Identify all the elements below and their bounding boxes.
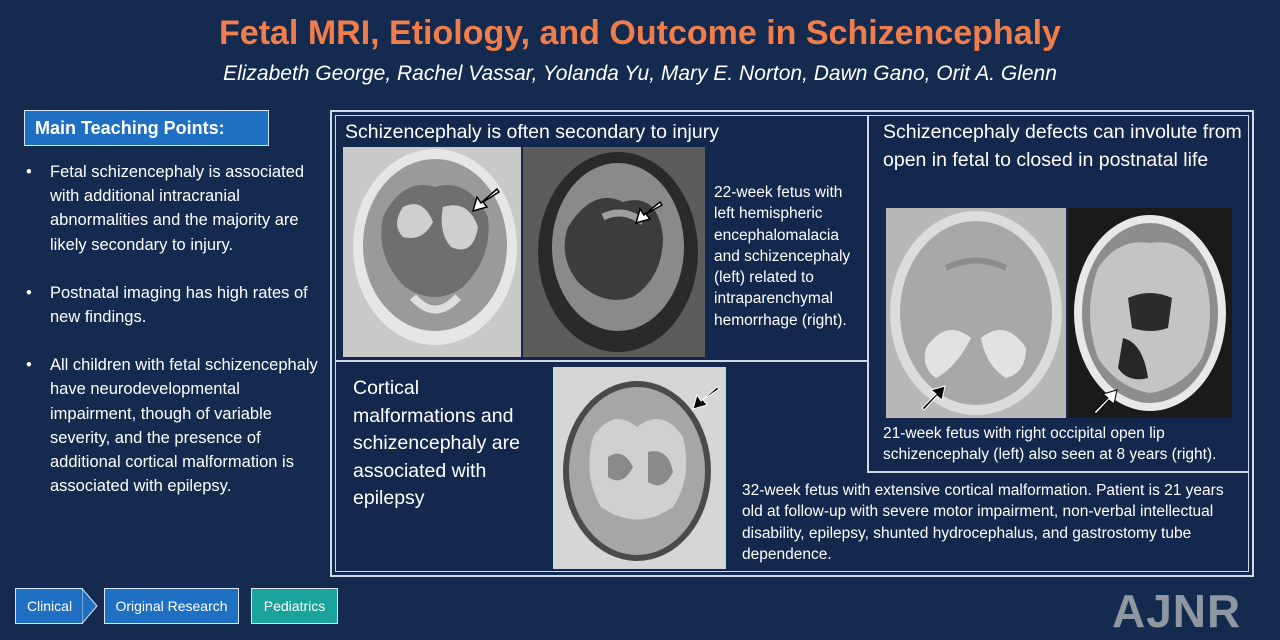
postnatal-mri-8-years-image bbox=[1068, 208, 1232, 418]
panel-epilepsy-title: Cortical malformations and schizencephaly are associated with epilepsy bbox=[353, 377, 520, 509]
panel-involute-caption: 21-week fetus with right occipital open lip schizencephaly (left) also seen at 8 years (right). bbox=[883, 425, 1217, 464]
panel-divider-horizontal bbox=[335, 360, 868, 362]
teaching-point bbox=[24, 281, 324, 329]
panel-epilepsy-caption: 32-week fetus with extensive cortical malformation. Patient is 21 years old at follow-up with severe motor impairment, non-verbal intellectual disability, epilepsy, shunted hydrocephalus, and gastrostomy tube dependence. bbox=[742, 482, 1224, 563]
panel-involute-title: Schizencephaly defects can involute from open in fetal to closed in postnatal life bbox=[883, 121, 1242, 171]
ajnr-logo: AJNR bbox=[1112, 585, 1242, 637]
teaching-points-heading: Main Teaching Points: bbox=[24, 110, 269, 146]
teaching-point bbox=[24, 160, 324, 257]
tag-clinical-arrow bbox=[82, 588, 98, 624]
fetal-mri-cortical-malformation-image bbox=[553, 367, 726, 569]
bullet-icon: • bbox=[26, 163, 32, 181]
bullet-icon: • bbox=[26, 283, 32, 302]
tag-pediatrics[interactable]: Pediatrics bbox=[251, 588, 338, 624]
teaching-point-text: Postnatal imaging has high rates of new findings. bbox=[50, 283, 308, 327]
bullet-icon: • bbox=[26, 356, 32, 375]
teaching-point bbox=[24, 353, 324, 498]
author-list: Elizabeth George, Rachel Vassar, Yolanda Yu, Mary E. Norton, Dawn Gano, Orit A. Glenn bbox=[223, 62, 1057, 85]
poster-title: Fetal MRI, Etiology, and Outcome in Schizencephaly bbox=[219, 14, 1061, 52]
teaching-points-list bbox=[24, 160, 324, 522]
panel-injury-title: Schizencephaly is often secondary to injury bbox=[345, 121, 719, 143]
fetal-mri-hemorrhage-image bbox=[523, 147, 705, 357]
teaching-point-text: All children with fetal schizencephaly have neurodevelopmental impairment, though of variable severity, and the presence of additional cortical malformation is associated with epilepsy. bbox=[50, 356, 318, 496]
fetal-mri-coronal-image bbox=[343, 147, 521, 357]
panel-divider-vertical bbox=[867, 115, 869, 472]
fetal-mri-occipital-image bbox=[886, 208, 1066, 418]
panel-divider-caption bbox=[867, 471, 1249, 473]
teaching-point-text: Fetal schizencephaly is associated with additional intracranial abnormalities and the majority are likely secondary to injury. bbox=[50, 163, 305, 254]
panel-injury-caption: 22-week fetus with left hemispheric encephalomalacia and schizencephaly (left) related to intraparenchymal hemorrhage (right). bbox=[714, 184, 851, 329]
tag-clinical[interactable]: Clinical bbox=[15, 588, 83, 624]
tag-original-research[interactable]: Original Research bbox=[104, 588, 239, 624]
